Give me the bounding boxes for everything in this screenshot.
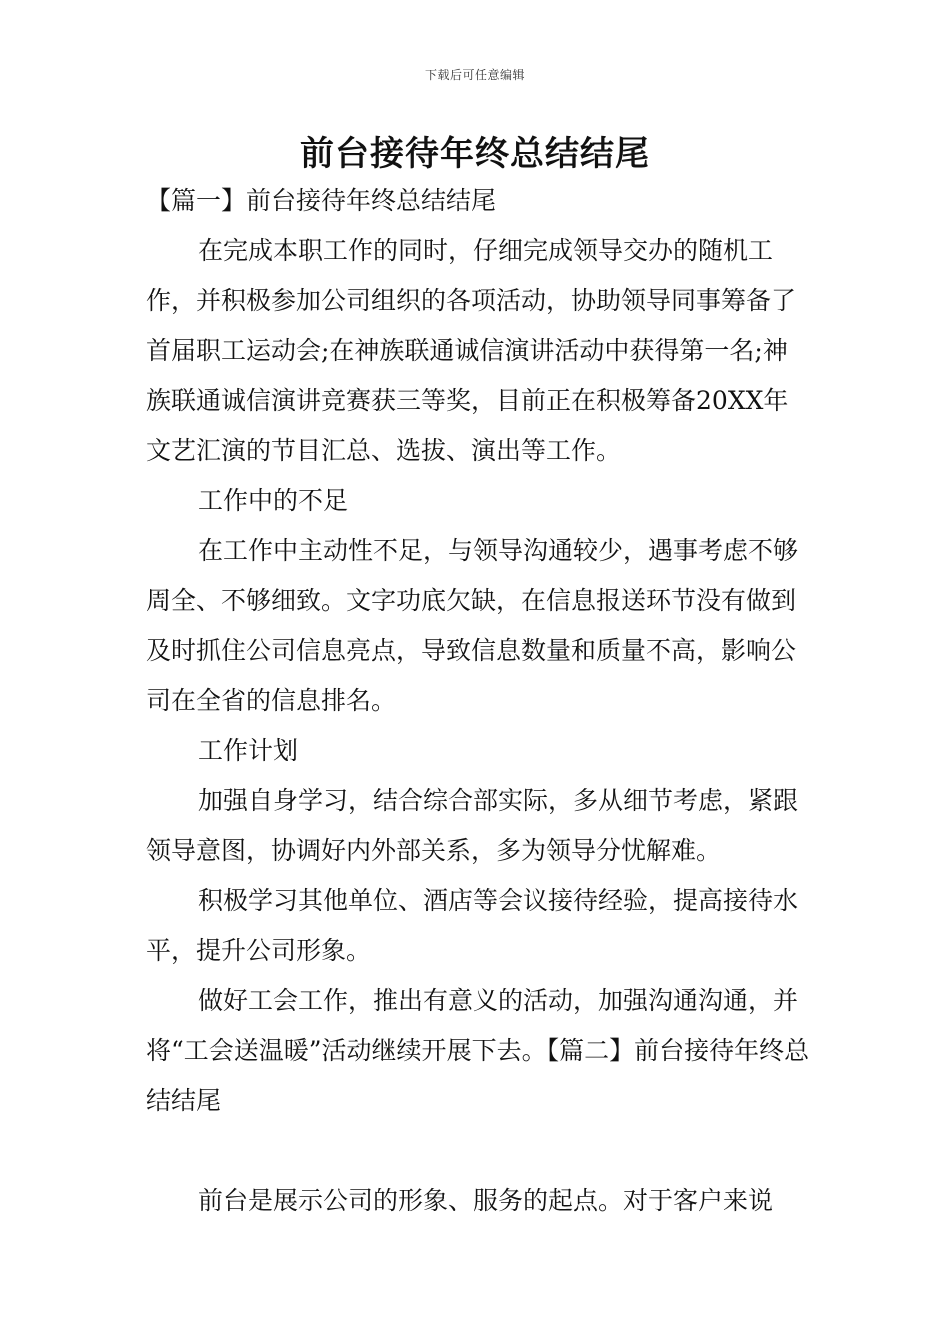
paragraph-shortcomings: 在工作中主动性不足，与领导沟通较少，遇事考虑不够周全、不够细致。文字功底欠缺，在信息报送环节没有做到及时抓住公司信息亮点，导致信息数量和质量不高，影响公司在全省的信息排名。 xyxy=(146,536,799,715)
paragraph-plan-union: 做好工会工作，推出有意义的活动，加强沟通沟通，并将“工会送温暖”活动继续开展下去。【篇二】前台接待年终总结结尾 xyxy=(146,986,810,1115)
document-title: 前台接待年终总结结尾 xyxy=(300,134,650,174)
paragraph-plan-reception: 积极学习其他单位、酒店等会议接待经验，提高接待水平，提升公司形象。 xyxy=(146,886,799,965)
subheading-work-plan: 工作计划 xyxy=(198,736,299,765)
header-note: 下载后可任意编辑 xyxy=(424,68,525,82)
paragraph-plan-study: 加强自身学习，结合综合部实际，多从细节考虑，紧跟领导意图，协调好内外部关系，多为领导分忧解难。 xyxy=(146,786,799,865)
document-body xyxy=(146,176,810,1226)
paragraph-activities: 在完成本职工作的同时，仔细完成领导交办的随机工作，并积极参加公司组织的各项活动，协助领导同事筹备了首届职工运动会;在神族联通诚信演讲活动中获得第一名;神族联通诚信演讲竞赛获三等奖，目前正在积极筹备20XX年文艺汇演的节目汇总、选拔、演出等工作。 xyxy=(146,236,797,465)
paragraph-gap xyxy=(146,1126,810,1176)
subheading-shortcomings: 工作中的不足 xyxy=(198,486,349,515)
paragraph-front-desk: 前台是展示公司的形象、服务的起点。对于客户来说 xyxy=(198,1186,774,1215)
section-heading: 【篇一】前台接待年终总结结尾 xyxy=(146,186,497,215)
